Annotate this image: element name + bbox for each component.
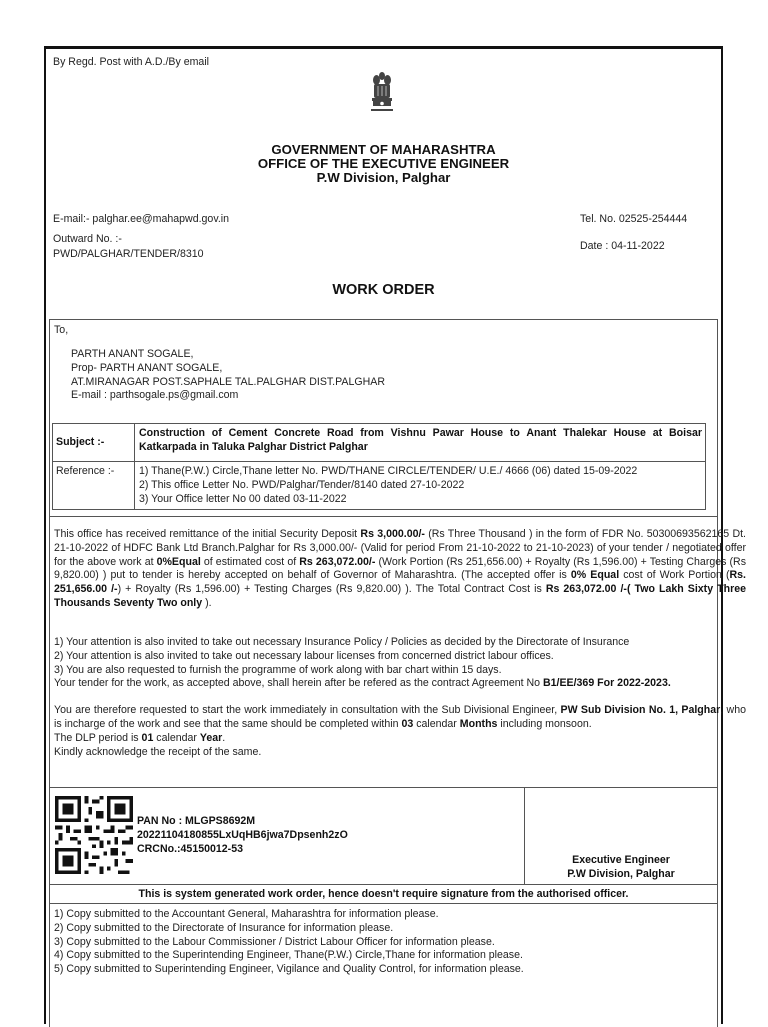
addressee-line: E-mail : parthsogale.ps@gmail.com [71, 389, 239, 402]
reference-item: 3) Your Office letter No 00 dated 03-11-2022 [139, 492, 347, 505]
table-divider [52, 461, 706, 462]
token-number: 20221104180855LxUqHB6jwa7Dpsenh2zO [137, 828, 348, 841]
subject-line: Construction of Cement Concrete Road from Vishnu Pawar House to Anant Thalekar House at Boisar [139, 427, 702, 439]
copy-item: 3) Copy submitted to the Labour Commissioner / District Labour Officer for information please. [54, 935, 495, 948]
acceptance-paragraph: This office has received remittance of the initial Security Deposit Rs 3,000.00/- (Rs Three Thousand ) in the form of FDR No. 50300693562165 Dt. 21-10-2022 of HDFC Bank Ltd Branch.Palghar for Rs 3,000.00/- (Valid for period From 21-10-2022 to 21-10-2023) of your tender / negotiated offer for the above work at 0%Equal of estimated cost of Rs 263,072.00/- (Work Portion (Rs 251,656.00) + Royalty (Rs 1,596.00) + Testing Charges (Rs 9,820.00) ) put to tender is hereby accepted on behalf of Governor of Maharashtra. (The accepted offer is 0% Equal cost of Work Portion (Rs. 251,656.00 /-) + Royalty (Rs 1,596.00) + Testing Charges (Rs 9,820.00) ). The Total Contract Cost is Rs 263,072.00 /-( Two Lakh Sixty Three Thousands Seventy Two only ). [54, 528, 747, 609]
note-item: 2) Your attention is also invited to take out necessary labour licenses from concerned district labour offices. [54, 649, 554, 662]
subject-label: Subject :- [56, 436, 105, 448]
section-divider [49, 516, 718, 517]
section-divider [49, 884, 718, 885]
post-mode: By Regd. Post with A.D./By email [53, 56, 210, 68]
section-divider [49, 787, 718, 788]
addressee-to: To, [54, 324, 69, 336]
section-divider [49, 903, 718, 904]
office-telephone: Tel. No. 02525-254444 [580, 213, 688, 225]
org-line-1: GOVERNMENT OF MAHARASHTRA [271, 142, 496, 157]
org-line-3: P.W Division, Palghar [316, 170, 451, 185]
copy-item: 4) Copy submitted to the Superintending Engineer, Thane(P.W.) Circle,Thane for information please. [54, 949, 523, 962]
document-frame [44, 46, 747, 1024]
agreement-line: Your tender for the work, as accepted above, shall herein after be refered as the contract Agreement No B1/EE/369 For 2022-2023. [54, 677, 671, 690]
outward-number: PWD/PALGHAR/TENDER/8310 [53, 248, 204, 260]
addressee-line: AT.MIRANAGAR POST.SAPHALE TAL.PALGHAR DIST.PALGHAR [71, 375, 385, 388]
copy-item: 1) Copy submitted to the Accountant General, Maharashtra for information please. [54, 908, 439, 920]
start-work-paragraph: You are therefore requested to start the work immediately in consultation with the Sub Divisional Engineer, PW Sub Division No. 1, Palghar, who is incharge of the work and see that the same should be completed within 03 calendar Months including monsoon. [54, 704, 746, 730]
order-date: Date : 04-11-2022 [580, 240, 665, 252]
subject-line: Katkarpada in Taluka Palghar District Palghar [139, 440, 368, 453]
subject-text [139, 427, 702, 455]
crc-number: CRCNo.:45150012-53 [137, 842, 243, 855]
qr-code-icon [55, 796, 133, 874]
page-title: WORK ORDER [332, 282, 435, 298]
copy-item: 2) Copy submitted to the Directorate of Insurance for information please. [54, 921, 394, 934]
signature-block [524, 853, 718, 881]
notes-list [54, 636, 671, 691]
reference-item: 2) This office Letter No. PWD/Palghar/Tender/8140 dated 27-10-2022 [139, 478, 465, 491]
reference-label: Reference :- [56, 465, 115, 477]
addressee-line: Prop- PARTH ANANT SOGALE, [71, 361, 223, 374]
office-email: E-mail:- palghar.ee@mahapwd.gov.in [53, 213, 230, 225]
reference-list [139, 465, 702, 506]
note-item: 1) Your attention is also invited to take out necessary Insurance Policy / Policies as decided by the Directorate of Insurance [54, 636, 630, 648]
note-item: 3) You are also requested to furnish the programme of work along with bar chart within 15 days. [54, 663, 502, 676]
signatory-title: Executive Engineer [572, 854, 670, 866]
dlp-line: The DLP period is 01 calendar Year. [54, 732, 226, 744]
signatory-office: P.W Division, Palghar [567, 868, 675, 880]
copy-list [54, 908, 524, 977]
copy-item: 5) Copy submitted to Superintending Engineer, Vigilance and Quality Control, for information please. [54, 963, 524, 976]
acknowledge-line: Kindly acknowledge the receipt of the same. [54, 746, 262, 758]
pan-block [137, 815, 348, 856]
addressee-block [71, 348, 385, 403]
system-generated-note: This is system generated work order, hence doesn't require signature from the authorised officer. [138, 888, 629, 900]
state-emblem-icon [368, 71, 396, 115]
org-line-2: OFFICE OF THE EXECUTIVE ENGINEER [257, 156, 510, 171]
reference-item: 1) Thane(P.W.) Circle,Thane letter No. PWD/THANE CIRCLE/TENDER/ U.E./ 4666 (06) dated 15-09-2022 [139, 465, 638, 477]
pan-number: PAN No : MLGPS8692M [137, 815, 256, 827]
table-divider [134, 423, 135, 510]
addressee-line: PARTH ANANT SOGALE, [71, 348, 194, 360]
outward-label: Outward No. :- [53, 233, 122, 245]
